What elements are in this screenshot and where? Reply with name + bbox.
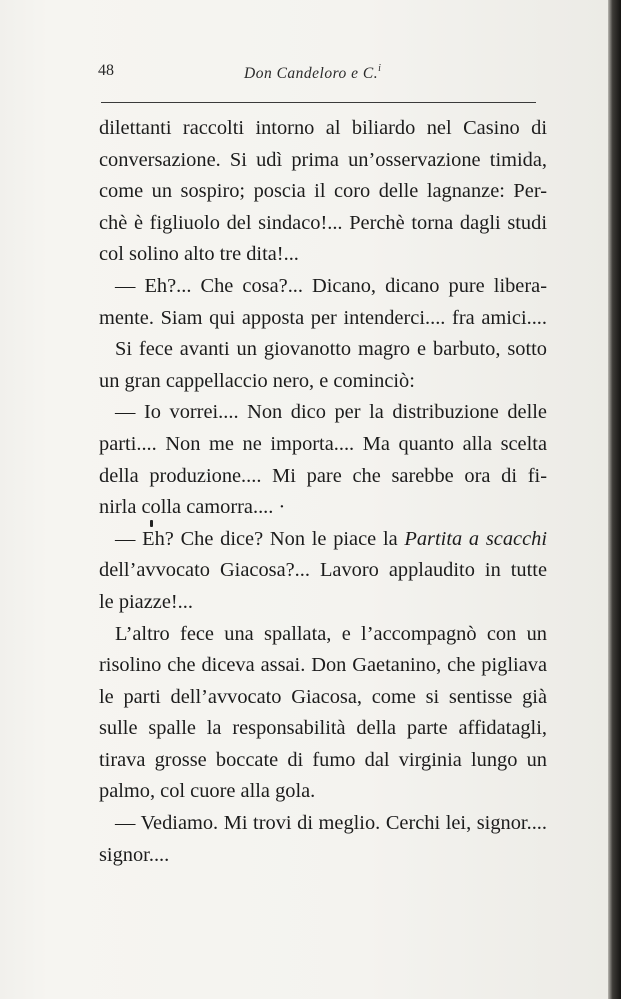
text-line: — Io vorrei.... Non dico per la distribuzione delle [115, 401, 547, 424]
text-line: dell’avvocato Giacosa?... Lavoro applaudito in tutte [99, 559, 547, 582]
text-line: come un sospiro; poscia il coro delle lagnanze: Per- [99, 180, 547, 203]
text-line: tirava grosse boccate di fumo dal virginia lungo un [99, 748, 547, 771]
text-line: della produzione.... Mi pare che sarebbe ora di fi- [99, 464, 547, 487]
text-line: le piazze!... [99, 590, 193, 613]
page-header [98, 58, 538, 88]
body-text [99, 113, 547, 871]
text-line [99, 524, 547, 556]
text-line: signor.... [99, 843, 170, 866]
text-line: le parti dell’avvocato Giacosa, come si sentisse già [99, 685, 547, 708]
text-line: col solino alto tre dita!... [99, 243, 299, 266]
text-line: mente. Siam qui apposta per intenderci.... fra amici.... [99, 306, 547, 329]
binding-gutter [608, 0, 621, 999]
text-line: chè è figliuolo del sindaco!... Perchè torna dagli studi [99, 211, 547, 234]
text-line: risolino che diceva assai. Don Gaetanino, che pigliava [99, 654, 547, 677]
running-title [244, 63, 381, 83]
running-title-superscript: i [378, 63, 382, 74]
running-title-text: Don Candeloro e C. [244, 65, 379, 82]
text-line-start: — Eh? Che dice? Non le piace la [115, 527, 405, 550]
header-rule [101, 102, 536, 103]
text-line: — Vediamo. Mi trovi di meglio. Cerchi lei, signor.... [115, 812, 547, 835]
text-line: nirla colla camorra.... · [99, 496, 286, 519]
text-line: conversazione. Si udì prima un’osservazione timida, [99, 148, 547, 171]
text-line: — Eh?... Che cosa?... Dicano, dicano pure libera- [115, 274, 547, 297]
text-line: parti.... Non me ne importa.... Ma quanto alla scelta [99, 432, 547, 455]
text-line: dilettanti raccolti intorno al biliardo nel Casino di [99, 117, 547, 139]
play-title: Partita a scacchi [404, 527, 547, 550]
text-line: Si fece avanti un giovanotto magro e barbuto, sotto [115, 338, 547, 361]
ink-speck [150, 520, 153, 527]
text-line: palmo, col cuore alla gola. [99, 780, 316, 803]
page-number: 48 [98, 62, 114, 79]
text-line: un gran cappellaccio nero, e cominciò: [99, 369, 415, 392]
text-line: sulle spalle la responsabilità della parte affidatagli, [99, 717, 547, 740]
text-line: L’altro fece una spallata, e l’accompagnò con un [115, 622, 547, 645]
